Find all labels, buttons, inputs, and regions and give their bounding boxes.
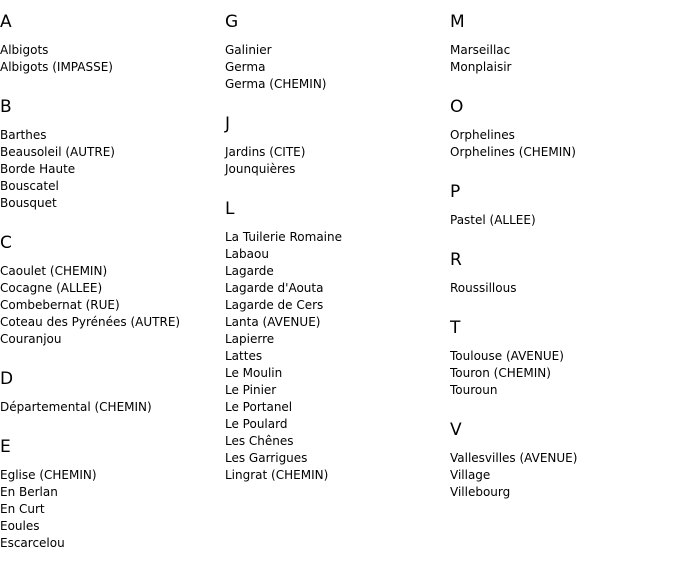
letter-group [450,10,675,76]
letter-heading: J [225,114,231,134]
street-link[interactable]: Galinier [225,43,272,57]
letter-heading: L [225,199,235,219]
street-column [0,10,225,571]
street-link[interactable]: Lattes [225,349,263,363]
letter-heading: T [450,318,461,338]
street-link[interactable]: Barthes [0,128,47,142]
street-link[interactable]: Cocagne (ALLEE) [0,281,103,295]
letter-group [450,418,675,501]
letter-group [0,435,225,552]
street-link[interactable]: Orphelines (CHEMIN) [450,145,576,159]
letter-group [0,231,225,348]
street-link[interactable]: Germa (CHEMIN) [225,77,327,91]
street-link[interactable]: Villebourg [450,485,511,499]
letter-group [450,248,675,297]
street-link[interactable]: Escarcelou [0,536,65,550]
letter-group [0,367,225,416]
street-link[interactable]: Combebernat (RUE) [0,298,120,312]
street-link[interactable]: Bouscatel [0,179,59,193]
letter-heading: B [0,97,12,117]
street-link[interactable]: Toulouse (AVENUE) [450,349,564,363]
street-link[interactable]: Lingrat (CHEMIN) [225,468,329,482]
street-link[interactable]: Jounquières [225,162,296,176]
street-column [225,10,450,503]
street-link[interactable]: En Berlan [0,485,58,499]
letter-heading: A [0,12,12,32]
letter-heading: P [450,182,461,202]
street-link[interactable]: Albigots [0,43,49,57]
street-link[interactable]: Les Chênes [225,434,294,448]
street-link[interactable]: Départemental (CHEMIN) [0,400,152,414]
letter-group [0,10,225,76]
letter-heading: C [0,233,12,253]
letter-heading: V [450,420,462,440]
street-link[interactable]: Bousquet [0,196,57,210]
letter-group [225,197,450,484]
street-link[interactable]: Orphelines [450,128,515,142]
letter-heading: G [225,12,239,32]
street-column [450,10,675,520]
letter-group [0,95,225,212]
street-link[interactable]: Touroun [450,383,498,397]
street-link[interactable]: Caoulet (CHEMIN) [0,264,108,278]
letter-group [450,95,675,161]
street-link[interactable]: Beausoleil (AUTRE) [0,145,115,159]
letter-heading: D [0,369,14,389]
street-link[interactable]: Pastel (ALLEE) [450,213,536,227]
street-link[interactable]: Monplaisir [450,60,512,74]
letter-group [225,112,450,178]
street-link[interactable]: Village [450,468,491,482]
street-link[interactable]: Vallesvilles (AVENUE) [450,451,578,465]
letter-heading: E [0,437,11,457]
street-link[interactable]: Touron (CHEMIN) [450,366,551,380]
letter-heading: O [450,97,464,117]
street-link[interactable]: Albigots (IMPASSE) [0,60,113,74]
street-link[interactable]: Lapierre [225,332,275,346]
street-link[interactable]: Le Pinier [225,383,277,397]
street-link[interactable]: Lagarde d'Aouta [225,281,324,295]
street-link[interactable]: Couranjou [0,332,62,346]
street-link[interactable]: Roussillous [450,281,517,295]
street-link[interactable]: La Tuilerie Romaine [225,230,342,244]
street-link[interactable]: En Curt [0,502,45,516]
street-link[interactable]: Le Moulin [225,366,283,380]
letter-heading: M [450,12,465,32]
street-link[interactable]: Lagarde [225,264,274,278]
street-link[interactable]: Labaou [225,247,269,261]
letter-group [450,180,675,229]
street-link[interactable]: Lagarde de Cers [225,298,324,312]
street-link[interactable]: Marseillac [450,43,511,57]
street-link[interactable]: Les Garrigues [225,451,308,465]
letter-heading: R [450,250,462,270]
street-link[interactable]: Eglise (CHEMIN) [0,468,97,482]
street-link[interactable]: Le Poulard [225,417,288,431]
street-link[interactable]: Coteau des Pyrénées (AUTRE) [0,315,181,329]
street-link[interactable]: Borde Haute [0,162,76,176]
street-link[interactable]: Eoules [0,519,40,533]
street-link[interactable]: Lanta (AVENUE) [225,315,321,329]
street-link[interactable]: Germa [225,60,266,74]
street-link[interactable]: Jardins (CITE) [225,145,306,159]
street-link[interactable]: Le Portanel [225,400,293,414]
letter-group [450,316,675,399]
letter-group [225,10,450,93]
